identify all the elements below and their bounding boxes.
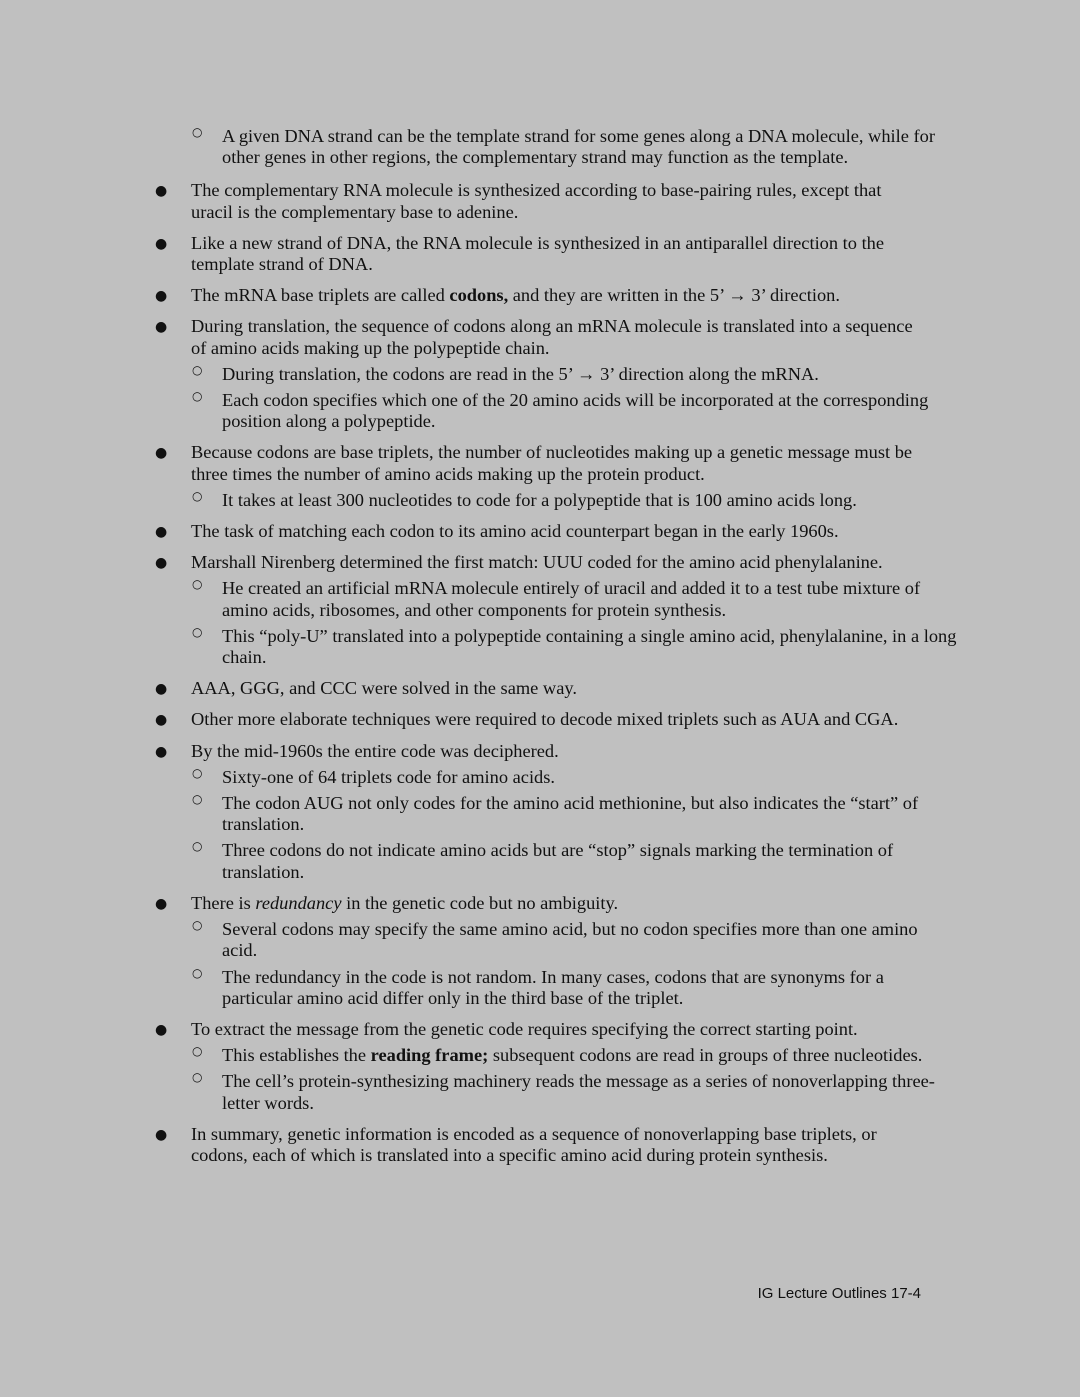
item-text-bold: reading frame; [370, 1045, 489, 1066]
item-text: During translation, the codons are read in the 5’ → 3’ direction along the mRNA. [222, 363, 819, 384]
hollow-bullet-icon: ○ [192, 1070, 203, 1085]
bullet-item [155, 678, 926, 699]
item-text: Other more elaborate techniques were required to decode mixed triplets such as AUA and CGA. [191, 709, 899, 730]
subbullet-item [192, 362, 957, 385]
solid-bullet-icon: ● [155, 288, 168, 305]
subbullet-item [192, 125, 957, 168]
solid-bullet-icon: ● [155, 895, 168, 912]
item-text: The redundancy in the code is not random. In many cases, codons that are synonyms for a particular amino acid differ only in the third base of the triplet. [222, 966, 884, 1008]
item-text: Like a new strand of DNA, the RNA molecule is synthesized in an antiparallel direction to the template strand of DNA. [191, 232, 885, 275]
item-text: During translation, the sequence of codons along an mRNA molecule is translated into a sequence of amino acids making up the polypeptide chain. [191, 316, 913, 358]
item-text: The task of matching each codon to its amino acid counterpart began in the early 1960s. [191, 521, 839, 542]
item-text-a: There is [191, 892, 256, 913]
item-text: The codon AUG not only codes for the amino acid methionine, but also indicates the “start” of translation. [222, 793, 919, 835]
solid-bullet-icon: ● [155, 524, 168, 541]
item-text: Several codons may specify the same amino acid, but no codon specifies more than one amino acid. [222, 919, 918, 961]
item-text: In summary, genetic information is encoded as a sequence of nonoverlapping base triplets, or codons, each of which is translated into a specific amino acid during protein synthesis. [191, 1123, 877, 1165]
item-text: The cell’s protein-synthesizing machinery reads the message as a series of nonoverlapping three-letter words. [222, 1071, 935, 1113]
solid-bullet-icon: ● [155, 743, 168, 760]
hollow-bullet-icon: ○ [192, 362, 203, 377]
solid-bullet-icon: ● [155, 183, 168, 200]
item-text-a: This establishes the [222, 1045, 371, 1066]
bullet-item [155, 709, 926, 730]
subbullet-item [192, 1070, 957, 1113]
hollow-bullet-icon: ○ [192, 965, 203, 980]
hollow-bullet-icon: ○ [192, 488, 203, 503]
subbullet-item [192, 488, 957, 511]
bullet-item [155, 552, 926, 573]
item-text: Each codon specifies which one of the 20 amino acids will be incorporated at the corresponding position along a polypeptide. [222, 390, 929, 432]
hollow-bullet-icon: ○ [192, 125, 203, 139]
subbullet-item [192, 1044, 957, 1066]
solid-bullet-icon: ● [155, 1126, 168, 1143]
bullet-item [155, 521, 926, 542]
item-text: He created an artificial mRNA molecule entirely of uracil and added it to a test tube mixture of amino acids, ribosomes, and other components for protein synthesis. [222, 578, 921, 620]
subbullet-item [192, 965, 957, 1009]
solid-bullet-icon: ● [155, 445, 168, 462]
solid-bullet-icon: ● [155, 1021, 168, 1038]
bullet-item [155, 740, 926, 762]
item-text: AAA, GGG, and CCC were solved in the same way. [191, 678, 577, 699]
item-text: It takes at least 300 nucleotides to code for a polypeptide that is 100 amino acids long. [222, 489, 857, 510]
hollow-bullet-icon: ○ [192, 765, 203, 780]
item-text: By the mid-1960s the entire code was deciphered. [191, 740, 559, 761]
item-text: A given DNA strand can be the template strand for some genes along a DNA molecule, while for other genes in other regions, the complementary strand may function as the template. [222, 126, 935, 168]
hollow-bullet-icon: ○ [192, 577, 203, 592]
bullet-item [155, 1018, 926, 1040]
solid-bullet-icon: ● [155, 681, 168, 698]
page-footer: IG Lecture Outlines 17-4 [757, 1285, 921, 1302]
subbullet-item [192, 839, 957, 882]
subbullet-item [192, 918, 957, 961]
bullet-item [155, 285, 926, 306]
bullet-item [155, 180, 926, 222]
bullet-item [155, 232, 926, 275]
subbullet-item [192, 765, 957, 788]
item-text: This “poly-U” translated into a polypeptide containing a single amino acid, phenylalanine, in a long chain. [222, 625, 957, 668]
subbullet-item [192, 792, 957, 835]
hollow-bullet-icon: ○ [192, 918, 203, 933]
item-text-italic: redundancy [255, 892, 342, 913]
subbullet-item [192, 624, 957, 668]
solid-bullet-icon: ● [155, 712, 168, 729]
bullet-item [155, 442, 926, 484]
bullet-item [155, 1123, 926, 1166]
subbullet-item [192, 577, 957, 620]
hollow-bullet-icon: ○ [192, 1044, 203, 1059]
item-text: To extract the message from the genetic code requires specifying the correct starting point. [191, 1018, 858, 1039]
item-text-bold: codons, [449, 285, 509, 306]
item-text-c: in the genetic code but no ambiguity. [341, 892, 619, 913]
bullet-item [155, 892, 926, 914]
item-text-a: The mRNA base triplets are called [191, 285, 450, 306]
item-text: Because codons are base triplets, the number of nucleotides making up a genetic message must be three times the number of amino acids making up the protein product. [191, 442, 913, 484]
hollow-bullet-icon: ○ [192, 624, 203, 639]
solid-bullet-icon: ● [155, 235, 168, 252]
item-text: Marshall Nirenberg determined the first match: UUU coded for the amino acid phenylalanine. [191, 552, 883, 573]
outline-list [0, 126, 1080, 1166]
hollow-bullet-icon: ○ [192, 792, 203, 807]
hollow-bullet-icon: ○ [192, 839, 203, 854]
item-text: Three codons do not indicate amino acids but are “stop” signals marking the termination of translation. [222, 840, 894, 882]
hollow-bullet-icon: ○ [192, 389, 203, 404]
item-text-c: subsequent codons are read in groups of three nucleotides. [488, 1045, 923, 1066]
subbullet-item [192, 389, 957, 432]
item-text: Sixty-one of 64 triplets code for amino acids. [222, 766, 555, 787]
item-text-c: and they are written in the 5’ → 3’ direction. [508, 285, 840, 306]
item-text: The complementary RNA molecule is synthesized according to base-pairing rules, except that uracil is the complementary base to adenine. [191, 180, 882, 222]
bullet-item [155, 316, 926, 358]
solid-bullet-icon: ● [155, 319, 168, 336]
solid-bullet-icon: ● [155, 555, 168, 572]
